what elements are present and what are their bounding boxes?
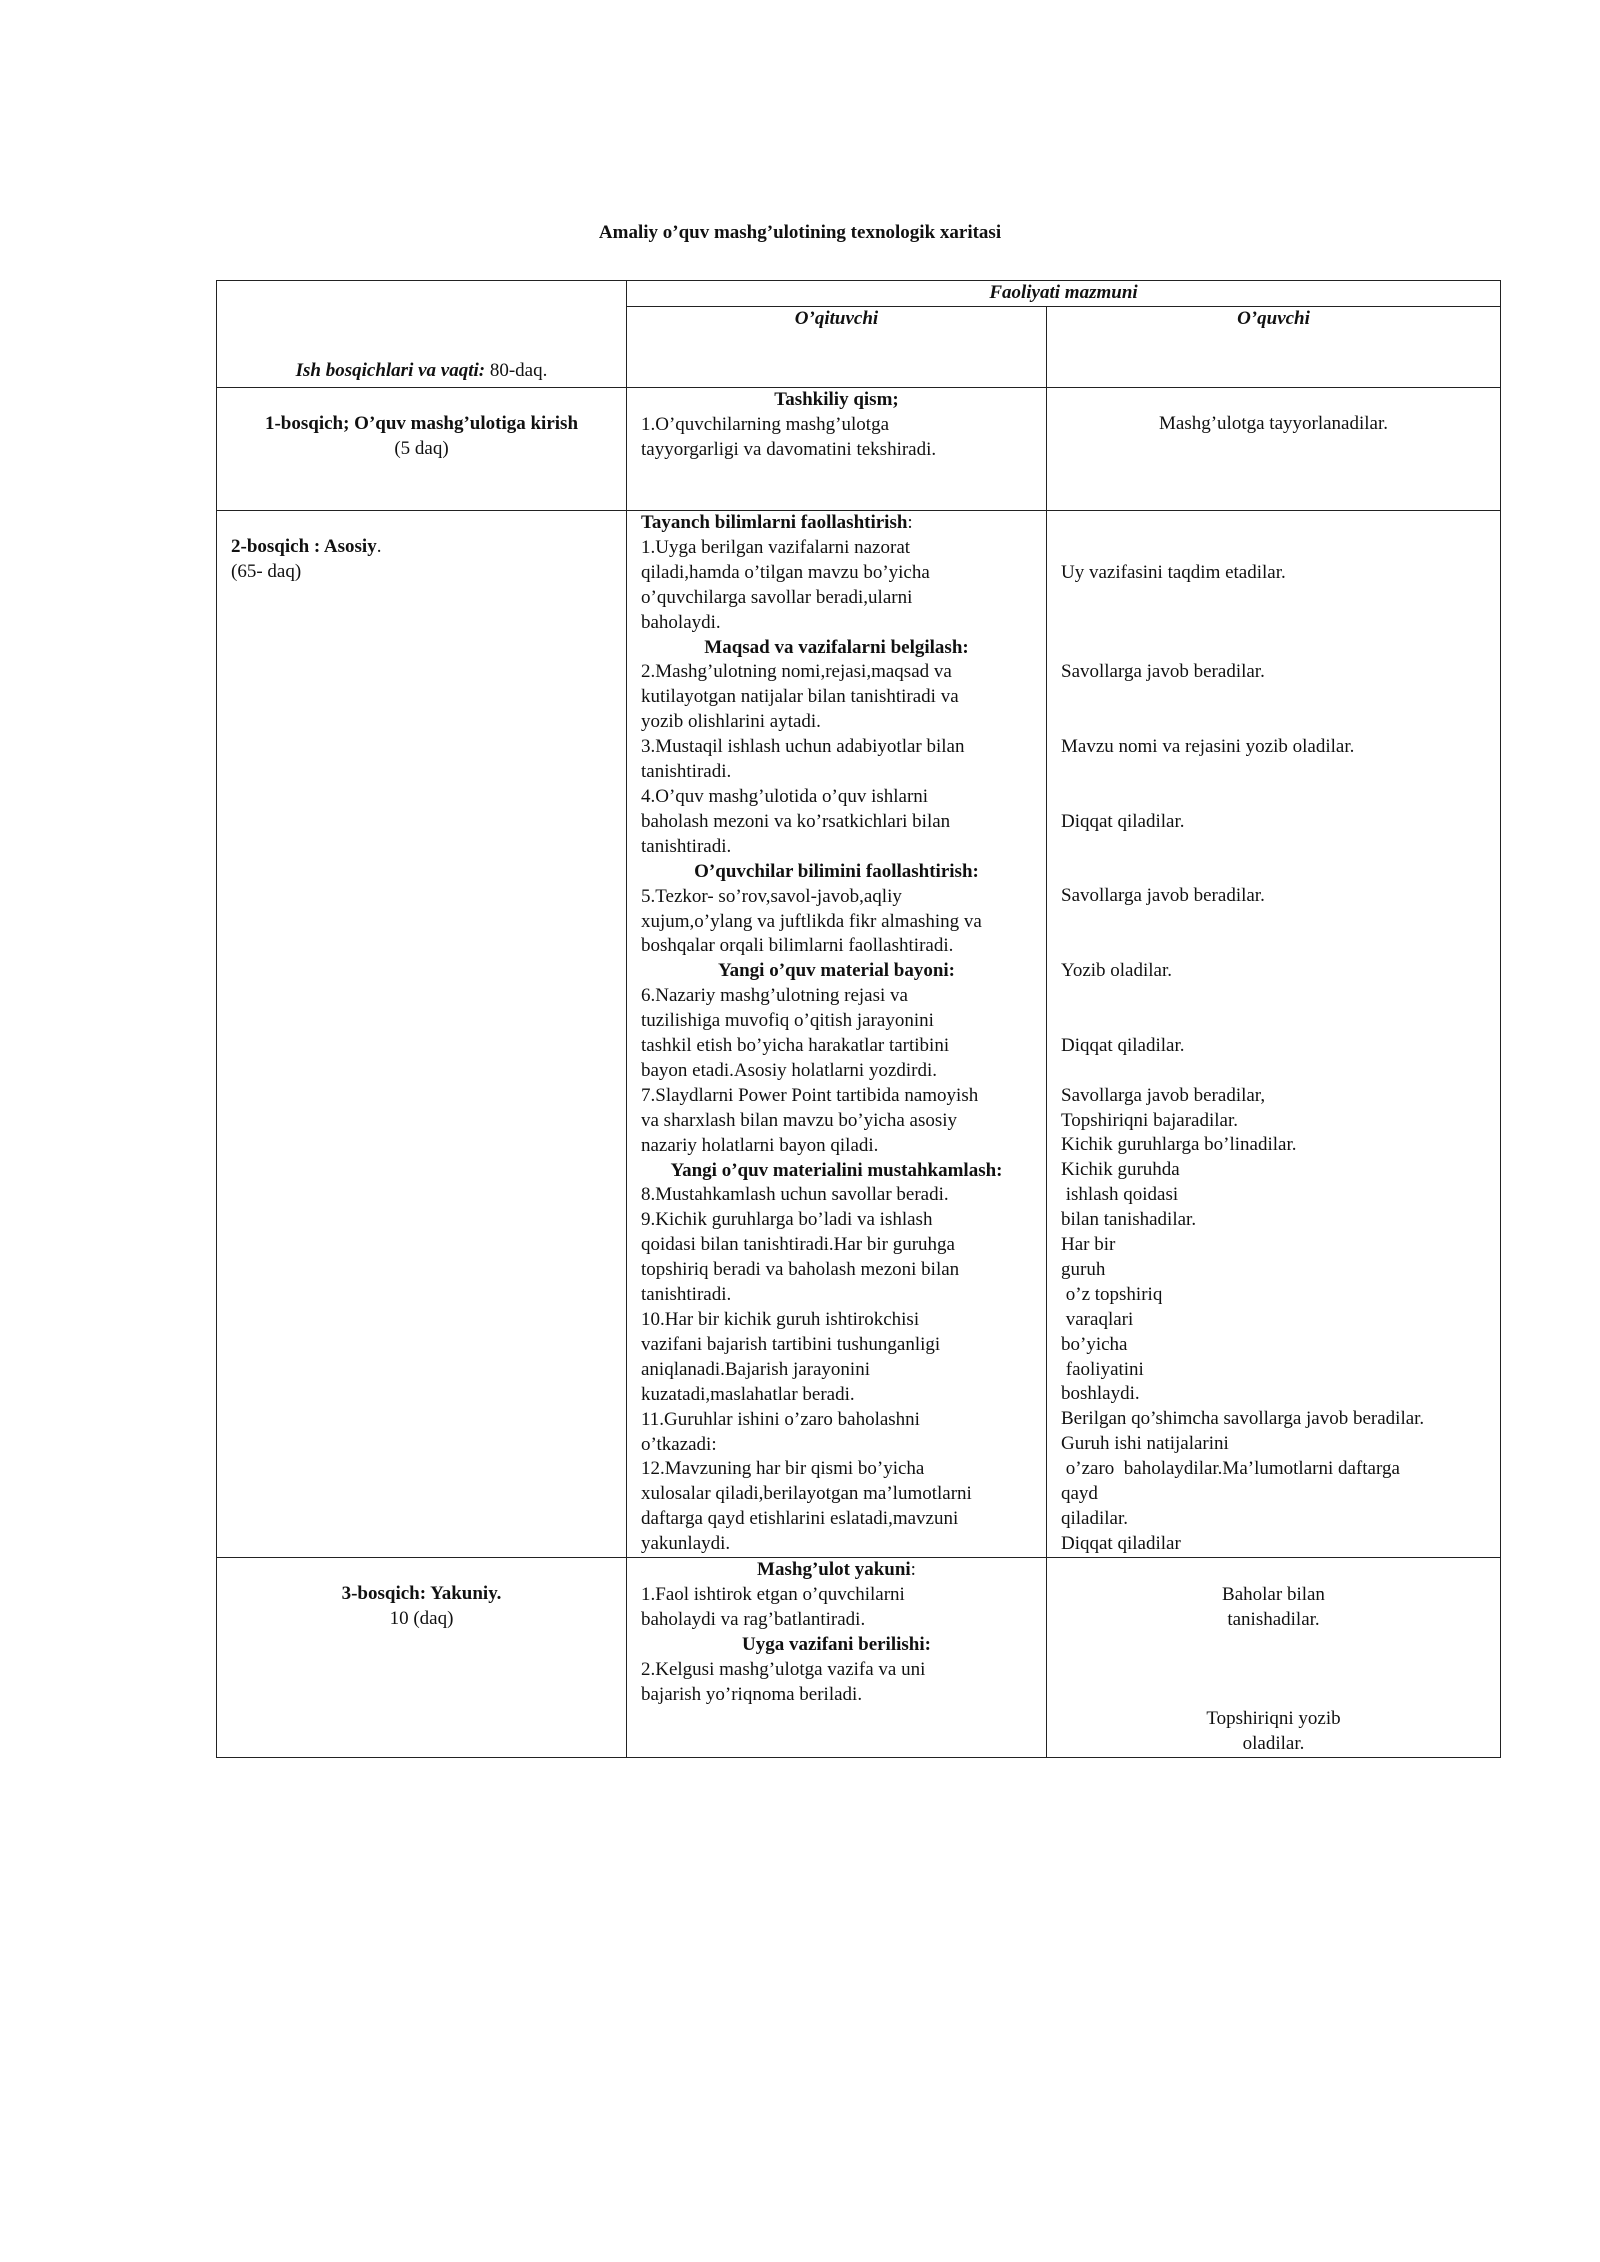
stage2-time: (65- daq) [231, 560, 302, 582]
stage2-teacher-text: bayon etadi.Asosiy holatlarni yozdirdi. [641, 1059, 938, 1081]
stage2-student-line: Savollarga javob beradilar, [1061, 1084, 1266, 1106]
stage2-teacher-line [641, 1109, 1032, 1134]
stage2-teacher-line [641, 934, 1032, 959]
stage2-student-line: qayd [1061, 1483, 1098, 1505]
stage2-cell [217, 511, 627, 1558]
stage2-student-line: boshlaydi. [1061, 1383, 1140, 1405]
stage2-teacher-line [641, 636, 1032, 661]
stage2-teacher-line [641, 1507, 1032, 1532]
stage1-teacher-head: Tashkiliy qism; [774, 389, 899, 410]
stage2-teacher-text: vazifani bajarish tartibini tushunganligi [641, 1333, 941, 1355]
stage3-student-line: Topshiriqni yozib [1206, 1708, 1341, 1730]
stage2-teacher-text: 6.Nazariy mashg’ulotning rejasi va [641, 985, 908, 1007]
stage3-teacher-head2: Uyga vazifani berilishi: [742, 1633, 931, 1655]
stage2-teacher-text: 4.O’quv mashg’ulotida o’quv ishlarni [641, 785, 929, 807]
stage2-teacher-text: topshiriq beradi va baholash mezoni bilan [641, 1259, 960, 1281]
stage2-student-line: Savollarga javob beradilar. [1061, 661, 1265, 683]
stage1-name: 1-bosqich; O’quv mashg’ulotiga kirish [264, 413, 579, 434]
stage3-time: 10 (daq) [389, 1607, 454, 1629]
stage-time-header [217, 281, 627, 388]
stage2-teacher-line [641, 1084, 1032, 1109]
stage2-teacher-text: Yangi o’quv material bayoni: [718, 960, 955, 982]
stage3-name: 3-bosqich: Yakuniy. [341, 1583, 502, 1605]
stage2-teacher-text: tashkil etish bo’yicha harakatlar tartibini [641, 1035, 950, 1057]
stage2-student-line: Yozib oladilar. [1061, 960, 1173, 982]
stage2-teacher-line [641, 984, 1032, 1009]
stage-time-label: Ish bosqichlari va vaqti: [295, 360, 486, 382]
stage2-teacher-line [641, 611, 1032, 636]
stage2-teacher-text: nazariy holatlarni bayon qiladi. [641, 1134, 879, 1156]
stage2-student-cell [1047, 511, 1501, 1558]
stage2-teacher-text: O’quvchilar bilimini faollashtirish: [694, 860, 979, 882]
stage2-teacher-text: tanishtiradi. [641, 835, 732, 857]
stage2-teacher-line [641, 660, 1032, 685]
stage2-teacher-text: kutilayotgan natijalar bilan tanishtiradi va [641, 686, 959, 708]
page-title: Amaliy o’quv mashg’ulotining texnologik xaritasi [598, 222, 1002, 243]
stage2-teacher-line [641, 860, 1032, 885]
stage2-teacher-line [641, 1159, 1032, 1184]
stage2-teacher-text: 10.Har bir kichik guruh ishtirokchisi [641, 1309, 920, 1330]
stage2-teacher-text: Maqsad va vazifalarni belgilash: [704, 636, 969, 658]
stage1-teacher-line: 1.O’quvchilarning mashg’ulotga [641, 413, 890, 435]
teacher-header: O’qituvchi [627, 307, 1047, 388]
stage2-student-line: Diqqat qiladilar [1061, 1532, 1181, 1554]
stage2-teacher-line [641, 1383, 1032, 1408]
stage2-teacher-line [641, 885, 1032, 910]
stage2-student-line: Topshiriqni bajaradilar. [1061, 1109, 1239, 1131]
stage2-teacher-line [641, 1482, 1032, 1507]
stage2-teacher-text: tanishtiradi. [641, 761, 732, 783]
stage2-name: 2-bosqich : Asosiy [231, 536, 377, 557]
stage3-teacher-line: bajarish yo’riqnoma beriladi. [641, 1683, 863, 1705]
stage2-teacher-suffix: : [907, 512, 913, 533]
stage2-teacher-line [641, 810, 1032, 835]
stage2-student-line: Guruh ishi natijalarini [1061, 1433, 1229, 1455]
stage2-teacher-text: va sharxlash bilan mavzu bo’yicha asosiy [641, 1109, 958, 1131]
stage3-teacher-head1-suffix: : [910, 1559, 916, 1581]
stage2-student-line: varaqlari [1061, 1308, 1134, 1330]
stage2-teacher-line [641, 1034, 1032, 1059]
stage2-teacher-text: boshqalar orqali bilimlarni faollashtiradi. [641, 935, 954, 957]
stage2-student-line: Berilgan qo’shimcha savollarga javob beradilar. [1061, 1408, 1425, 1430]
stage2-teacher-line [641, 1208, 1032, 1233]
stage2-teacher-text: o’quvchilarga savollar beradi,ularni [641, 586, 913, 608]
stage2-student-line: bo’yicha [1061, 1333, 1128, 1355]
stage2-teacher-text: Yangi o’quv materialini mustahkamlash: [670, 1159, 1003, 1181]
stage2-teacher-text: Tayanch bilimlarni faollashtirish [641, 512, 908, 533]
stage2-teacher-line [641, 1134, 1032, 1159]
stage1-teacher-cell [627, 388, 1047, 511]
stage2-teacher-line [641, 760, 1032, 785]
stage3-student-line: tanishadilar. [1227, 1608, 1320, 1630]
stage-time-value: 80-daq. [485, 360, 548, 382]
stage1-student-cell [1047, 388, 1501, 511]
stage2-teacher-text: o’tkazadi: [641, 1433, 717, 1455]
stage2-teacher-line [641, 910, 1032, 935]
stage2-teacher-line [641, 561, 1032, 586]
stage3-teacher-line: 1.Faol ishtirok etgan o’quvchilarni [641, 1583, 905, 1605]
stage2-teacher-text: qiladi,hamda o’tilgan mavzu bo’yicha [641, 561, 930, 583]
technology-map-table [216, 280, 1501, 1758]
stage2-teacher-text: yakunlaydi. [641, 1533, 731, 1555]
stage3-teacher-line: 2.Kelgusi mashg’ulotga vazifa va uni [641, 1658, 926, 1680]
stage2-teacher-line [641, 1457, 1032, 1482]
stage2-teacher-line [641, 1358, 1032, 1383]
stage2-teacher-line [641, 1233, 1032, 1258]
stage2-teacher-line [641, 1258, 1032, 1283]
stage2-teacher-line [641, 1308, 1032, 1333]
stage2-teacher-line [641, 785, 1032, 810]
stage2-student-line: Mavzu nomi va rejasini yozib oladilar. [1061, 736, 1355, 758]
stage2-teacher-line [641, 511, 1032, 536]
stage3-student-cell [1047, 1558, 1501, 1758]
student-header: O’quvchi [1047, 307, 1501, 388]
stage2-name-suffix: . [376, 536, 382, 557]
stage2-teacher-line [641, 1283, 1032, 1308]
stage2-teacher-cell [627, 511, 1047, 1558]
stage2-student-line: o’zaro baholaydilar.Ma’lumotlarni daftarga [1061, 1458, 1400, 1480]
stage2-teacher-text: 8.Mustahkamlash uchun savollar beradi. [641, 1184, 949, 1206]
stage3-teacher-line: baholaydi va rag’batlantiradi. [641, 1608, 866, 1630]
stage2-teacher-text: tanishtiradi. [641, 1284, 732, 1306]
stage3-student-line: Baholar bilan [1222, 1583, 1325, 1605]
stage2-teacher-line [641, 959, 1032, 984]
stage2-teacher-line [641, 1433, 1032, 1458]
stage2-teacher-text: 1.Uyga berilgan vazifalarni nazorat [641, 536, 911, 558]
stage2-teacher-line [641, 710, 1032, 735]
stage2-teacher-line [641, 1059, 1032, 1084]
stage2-teacher-line [641, 1532, 1032, 1557]
stage2-teacher-text: yozib olishlarini aytadi. [641, 711, 821, 733]
stage2-student-line: Diqqat qiladilar. [1061, 810, 1185, 832]
stage2-teacher-text: xulosalar qiladi,berilayotgan ma’lumotlarni [641, 1483, 972, 1505]
activity-header: Faoliyati mazmuni [627, 281, 1501, 307]
stage2-teacher-text: 5.Tezkor- so’rov,savol-javob,aqliy [641, 885, 902, 907]
stage2-student-line: qiladilar. [1061, 1508, 1129, 1529]
stage2-teacher-line [641, 586, 1032, 611]
stage2-student-line: o’z topshiriq [1061, 1283, 1163, 1305]
stage2-student-line: bilan tanishadilar. [1061, 1209, 1197, 1231]
stage2-teacher-text: 9.Kichik guruhlarga bo’ladi va ishlash [641, 1209, 933, 1231]
stage3-cell [217, 1558, 627, 1758]
stage2-teacher-text: 3.Mustaqil ishlash uchun adabiyotlar bilan [641, 736, 965, 758]
stage3-student-line: oladilar. [1242, 1733, 1305, 1755]
stage2-teacher-text: aniqlanadi.Bajarish jarayonini [641, 1358, 870, 1380]
stage2-student-line: Savollarga javob beradilar. [1061, 885, 1265, 907]
stage2-teacher-text: 2.Mashg’ulotning nomi,rejasi,maqsad va [641, 661, 952, 683]
stage2-teacher-text: qoidasi bilan tanishtiradi.Har bir guruhga [641, 1234, 955, 1256]
stage1-student: Mashg’ulotga tayyorlanadilar. [1159, 413, 1388, 434]
stage2-teacher-line [641, 1333, 1032, 1358]
stage2-student-line: faoliyatini [1061, 1358, 1144, 1380]
stage2-student-line: guruh [1061, 1258, 1106, 1280]
stage2-teacher-text: kuzatadi,maslahatlar beradi. [641, 1383, 855, 1405]
stage2-teacher-text: baholash mezoni va ko’rsatkichlari bilan [641, 810, 951, 832]
stage1-teacher-line: tayyorgarligi va davomatini tekshiradi. [641, 438, 937, 460]
stage2-teacher-line [641, 735, 1032, 760]
stage1-time: (5 daq) [394, 437, 449, 459]
stage2-student-line: Kichik guruhda [1061, 1159, 1180, 1181]
stage2-teacher-text: tuzilishiga muvofiq o’qitish jarayonini [641, 1010, 934, 1032]
stage2-teacher-line [641, 536, 1032, 561]
stage2-student-line: ishlash qoidasi [1061, 1184, 1179, 1206]
stage2-student-line: Kichik guruhlarga bo’linadilar. [1061, 1134, 1297, 1156]
stage2-teacher-line [641, 685, 1032, 710]
stage3-teacher-head1: Mashg’ulot yakuni [757, 1559, 911, 1581]
stage2-teacher-text: 11.Guruhlar ishini o’zaro baholashni [641, 1408, 920, 1430]
stage2-teacher-line [641, 1408, 1032, 1433]
stage3-teacher-cell [627, 1558, 1047, 1758]
stage1-cell [217, 388, 627, 511]
stage2-student-line: Har bir [1061, 1234, 1116, 1256]
stage2-teacher-text: xujum,o’ylang va juftlikda fikr almashing va [641, 910, 982, 932]
stage2-teacher-line [641, 1009, 1032, 1034]
stage2-teacher-text: 7.Slaydlarni Power Point tartibida namoyish [641, 1084, 979, 1106]
stage2-student-line: Diqqat qiladilar. [1061, 1034, 1185, 1056]
stage2-teacher-line [641, 1183, 1032, 1208]
stage2-teacher-text: 12.Mavzuning har bir qismi bo’yicha [641, 1458, 925, 1480]
stage2-teacher-text: daftarga qayd etishlarini eslatadi,mavzuni [641, 1508, 959, 1530]
stage2-student-line: Uy vazifasini taqdim etadilar. [1061, 561, 1286, 583]
stage2-teacher-line [641, 835, 1032, 860]
stage2-teacher-text: baholaydi. [641, 611, 721, 633]
